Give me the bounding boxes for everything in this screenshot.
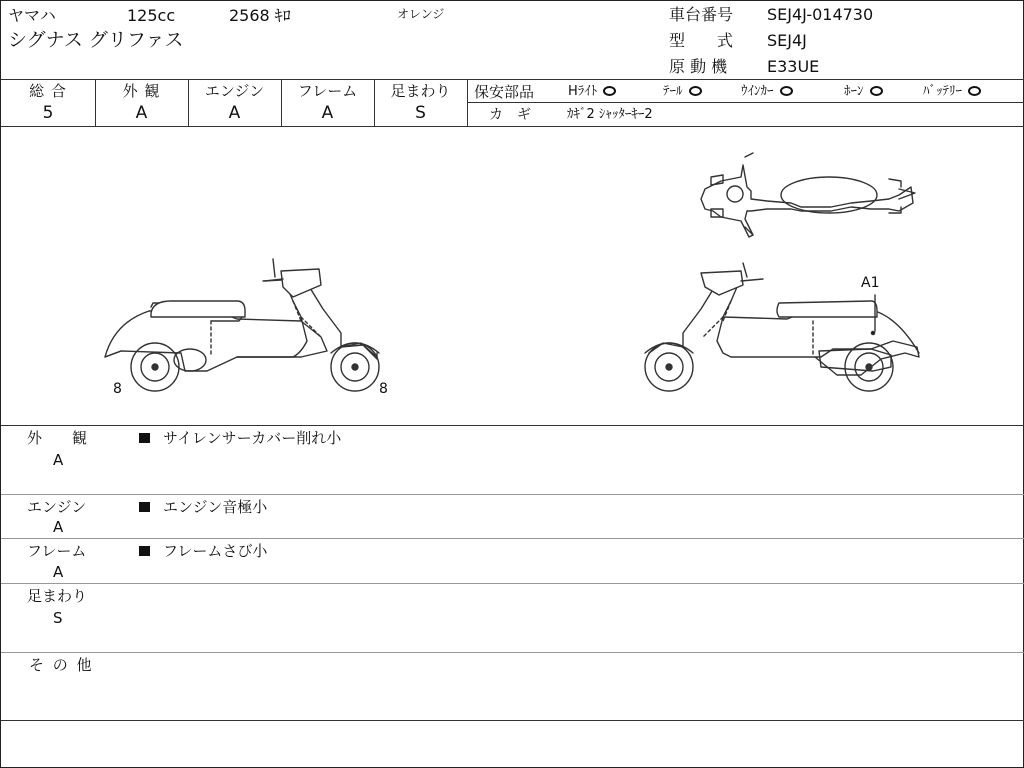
divider: [1, 720, 1024, 721]
scooter-left-side-icon: [105, 259, 379, 391]
safety-item-label: Hﾗｲﾄ: [568, 84, 598, 99]
divider: [467, 79, 468, 127]
damage-mark-a1: A1: [861, 275, 880, 291]
displacement: 125cc: [127, 6, 176, 25]
mileage: 2568 ｷﾛ: [229, 6, 291, 25]
remark-note-frame: フレームさび小: [163, 542, 268, 560]
remark-note-engine: エンジン音極小: [163, 498, 268, 516]
grade-label-engine: エンジン: [204, 82, 265, 100]
safety-label: 保安部品: [474, 83, 535, 101]
model-name: シグナス グリファス: [8, 29, 184, 51]
safety-item-label: ﾎｰﾝ: [844, 84, 864, 99]
divider: [1, 538, 1024, 539]
color: オレンジ: [397, 7, 445, 21]
remark-label-exterior: 外 観: [27, 429, 88, 447]
remark-label-frame: フレーム: [27, 542, 87, 560]
grade-label-frame: フレーム: [297, 82, 358, 100]
engine-label: 原 動 機: [669, 57, 728, 76]
divider: [1, 583, 1024, 584]
header: [1, 1, 1024, 79]
divider: [1, 425, 1024, 426]
tire-mark-front: 8: [113, 381, 122, 397]
remark-grade-engine: A: [53, 518, 64, 536]
ok-circle-icon: [603, 86, 616, 96]
divider: [1, 79, 1024, 80]
key-value: ｶｷﾞ2 ｼｬｯﾀｰｷｰ2: [567, 107, 653, 122]
frame-no: SEJ4J-014730: [767, 5, 874, 24]
grade-label-overall: 総 合: [29, 82, 67, 100]
grade-value-suspension: S: [415, 103, 426, 123]
key-label: カ ギ: [489, 107, 531, 123]
grade-value-engine: A: [228, 103, 241, 123]
engine-value: E33UE: [767, 57, 820, 76]
grade-label-suspension: 足まわり: [390, 82, 451, 100]
scooter-top-view-icon: [701, 153, 915, 237]
tire-mark-rear: 8: [379, 381, 388, 397]
safety-item-headlight: [568, 84, 616, 100]
damage-diagram: [1, 127, 1024, 425]
maker: ヤマハ: [8, 6, 56, 25]
ok-circle-icon: [689, 86, 702, 96]
ok-circle-icon: [780, 86, 793, 96]
grade-value-exterior: A: [135, 103, 148, 123]
bullet-square-icon: [139, 433, 150, 443]
remark-label-suspension: 足まわり: [27, 587, 88, 605]
bullet-square-icon: [139, 502, 150, 512]
bullet-square-icon: [139, 546, 150, 556]
safety-item-label: ｳｲﾝｶｰ: [741, 84, 774, 99]
remark-grade-suspension: S: [53, 609, 63, 627]
safety-item-horn: [844, 84, 883, 100]
ok-circle-icon: [870, 86, 883, 96]
ok-circle-icon: [968, 86, 981, 96]
safety-item-label: ﾊﾞｯﾃﾘｰ: [923, 84, 962, 99]
safety-item-label: ﾃｰﾙ: [663, 84, 683, 99]
remark-label-other: そ の 他: [29, 656, 94, 674]
remark-note-exterior: サイレンサーカバー削れ小: [163, 429, 342, 447]
grade-value-overall: 5: [42, 103, 54, 123]
divider: [468, 102, 1024, 103]
type-value: SEJ4J: [767, 31, 807, 50]
grade-label-exterior: 外 観: [122, 82, 161, 100]
remark-grade-frame: A: [53, 563, 64, 581]
remark-label-engine: エンジン: [27, 498, 87, 516]
safety-item-battery: [923, 84, 981, 100]
safety-item-tail: [663, 84, 702, 100]
safety-item-winker: [741, 84, 793, 100]
remark-grade-exterior: A: [53, 451, 64, 469]
divider: [1, 494, 1024, 495]
type-label: 型 式: [669, 31, 734, 50]
divider: [1, 652, 1024, 653]
frame-no-label: 車台番号: [669, 5, 734, 24]
grade-value-frame: A: [321, 103, 334, 123]
